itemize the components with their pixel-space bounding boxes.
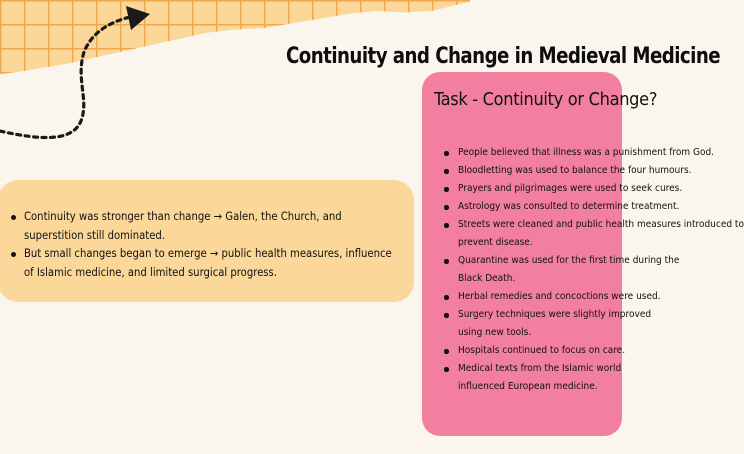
- task-item: [444, 198, 680, 216]
- task-item-line: Astrology was consulted to determine treatment.: [458, 201, 680, 212]
- task-item-line: Black Death.: [458, 273, 516, 284]
- page-title: Continuity and Change in Medieval Medicine: [286, 44, 721, 69]
- task-item: [444, 180, 683, 198]
- task-item: [444, 252, 680, 288]
- task-item-line: Prayers and pilgrimages were used to seek cures.: [458, 183, 683, 194]
- task-list: [444, 144, 744, 396]
- summary-item: Continuity was stronger than change → Galen, the Church, and superstition still dominated.: [4, 208, 394, 245]
- task-card: [422, 72, 744, 436]
- task-item-line: Medical texts from the Islamic world: [458, 363, 622, 374]
- dotted-arrow-decoration: [0, 0, 200, 160]
- task-item-line: Bloodletting was used to balance the four humours.: [458, 165, 692, 176]
- task-item: [444, 144, 715, 162]
- task-item-line: prevent disease.: [458, 237, 533, 248]
- task-item-line: Herbal remedies and concoctions were used.: [458, 291, 661, 302]
- task-item: [444, 216, 744, 252]
- task-item-line: Surgery techniques were slightly improved: [458, 309, 652, 320]
- task-item-line: Streets were cleaned and public health measures introduced to: [458, 219, 744, 230]
- task-item: [444, 306, 652, 342]
- task-item-line: using new tools.: [458, 327, 532, 338]
- summary-list: [4, 208, 394, 282]
- arrow-head-icon: [126, 6, 150, 30]
- task-item: [444, 360, 644, 396]
- summary-item: But small changes began to emerge → public health measures, influence of Islamic medicine, and limited surgical progress.: [4, 245, 394, 282]
- task-item: [444, 288, 661, 306]
- task-item: [444, 162, 692, 180]
- task-item-line: Hospitals continued to focus on care.: [458, 345, 626, 356]
- task-title: Task - Continuity or Change?: [434, 89, 658, 110]
- task-item-line: Quarantine was used for the first time during the: [458, 255, 680, 266]
- task-item: [444, 342, 644, 360]
- summary-box: [0, 180, 414, 302]
- task-item-line: People believed that illness was a punishment from God.: [458, 147, 715, 158]
- task-item-line: influenced European medicine.: [458, 381, 598, 392]
